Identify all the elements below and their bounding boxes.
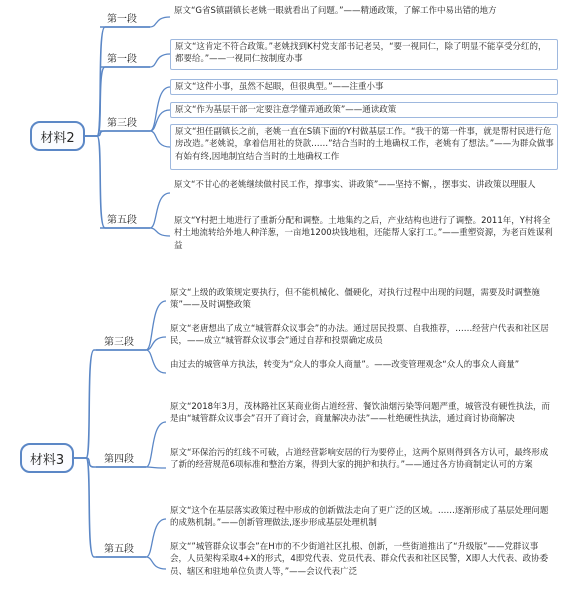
section-label: 第一段 xyxy=(107,14,137,25)
excerpt-note: 原文“这件小事，虽然不起眼，但很典型。”——注重小事 xyxy=(170,79,558,95)
section-label: 第四段 xyxy=(104,454,134,465)
excerpt-note: 原文“2018年3月，茂林路社区某商业街占道经营、餐饮油烟污染等问题严重，城管没有硬性执法，而是由“城管群众议事会”召开了商讨会，商量解决办法”——杜绝硬性执法，通过商讨协商解决 xyxy=(170,402,550,425)
excerpt-note: 原文“环保治污的红线不可破，占道经营影响安居的行为要停止，这两个原则得到各方认可，最终形成了新的经营规范6项标准和整治方案，得到大家的拥护和执行。”——通过各方协商制定认可的方案 xyxy=(170,448,549,471)
connector xyxy=(146,301,166,350)
excerpt-note: 原文“不甘心的老姚继续做村民工作，撑事实、讲政策”——坚持不懈，，摆事实、讲政策以理服人 xyxy=(174,180,536,190)
excerpt-note: 原文“这肯定不符合政策。”老姚找到K村党支部书记老吴，“要一视同仁，除了明显不能享受分红的，都要给。”——一视同仁按制度办事 xyxy=(170,39,558,70)
excerpt-note: 由过去的城管单方执法，转变为“众人的事众人商量”。——改变管理观念“众人的事众人商量” xyxy=(170,360,520,370)
connector xyxy=(146,422,166,467)
section-label: 第三段 xyxy=(104,337,134,348)
excerpt-note: 原文“”城管群众议事会”在H市的不少街道社区扎根、创新，一些街道推出了“升级版”——党群议事会，人员架构采取4+X的形式，4即党代表、党员代表、群众代表和社区民警，X即人大代表、政协委员、辖区和驻地单位负责人等，”——会议代表广泛 xyxy=(170,542,549,577)
section-label: 第五段 xyxy=(107,215,137,226)
section-label: 第一段 xyxy=(107,54,137,65)
excerpt-note: 原文“G省S镇副镇长老姚一眼就看出了问题。”——精通政策，了解工作中易出错的地方 xyxy=(174,6,497,16)
excerpt-note: 原文“老唐想出了成立“城管群众议事会”的办法。通过居民投票、自我推荐，……经营户代表和社区居民，——成立“城管群众议事会”通过自荐和投票确定成员 xyxy=(170,324,549,347)
connector xyxy=(150,131,170,147)
section-label: 第五段 xyxy=(104,544,134,555)
connector xyxy=(146,350,166,373)
excerpt-note: 原文“担任副镇长之前，老姚一直在S镇下面的Y村做基层工作。“我干的第一件事，就是帮村民进行危房改造。”老姚说，拿着信用社的贷款……”结合当时的土地确权工作，老姚有了想法。”——为群众做事有始有终,因地制宜结合当时的土地确权工作 xyxy=(170,124,558,170)
connector xyxy=(74,350,146,458)
excerpt-note: 原文“上级的政策规定要执行，但不能机械化、僵硬化，对执行过程中出现的问题，需要及时调整施策”——及时调整政策 xyxy=(170,288,540,311)
root-node-material-2: 材料2 xyxy=(30,121,85,151)
section-label: 第三段 xyxy=(107,118,137,129)
connector xyxy=(150,87,170,131)
connector xyxy=(150,54,170,67)
excerpt-note: 原文“这个在基层落实政策过程中形成的创新做法走向了更广泛的区域。……逐渐形成了基层处理问题的成熟机制。”——创新管理做法,逐步形成基层处理机制 xyxy=(170,506,549,529)
connector xyxy=(150,193,170,228)
connector xyxy=(150,228,170,236)
excerpt-note: 原文“Y村把土地进行了重新分配和调整。土地集约之后，产业结构也进行了调整。2011年，Y村将全村土地流转给外地人种洋葱，一亩地1200块钱地租，还能帮人家打工。”——重塑资源，为老百姓谋利益 xyxy=(174,216,553,251)
root-node-material-3: 材料3 xyxy=(20,443,74,473)
excerpt-note: 原文“作为基层干部一定要注意学懂弄通政策”——通读政策 xyxy=(170,102,558,118)
connector xyxy=(146,467,166,468)
connector xyxy=(150,17,170,27)
connector xyxy=(146,519,166,557)
connector xyxy=(146,557,166,569)
connector xyxy=(74,458,146,557)
